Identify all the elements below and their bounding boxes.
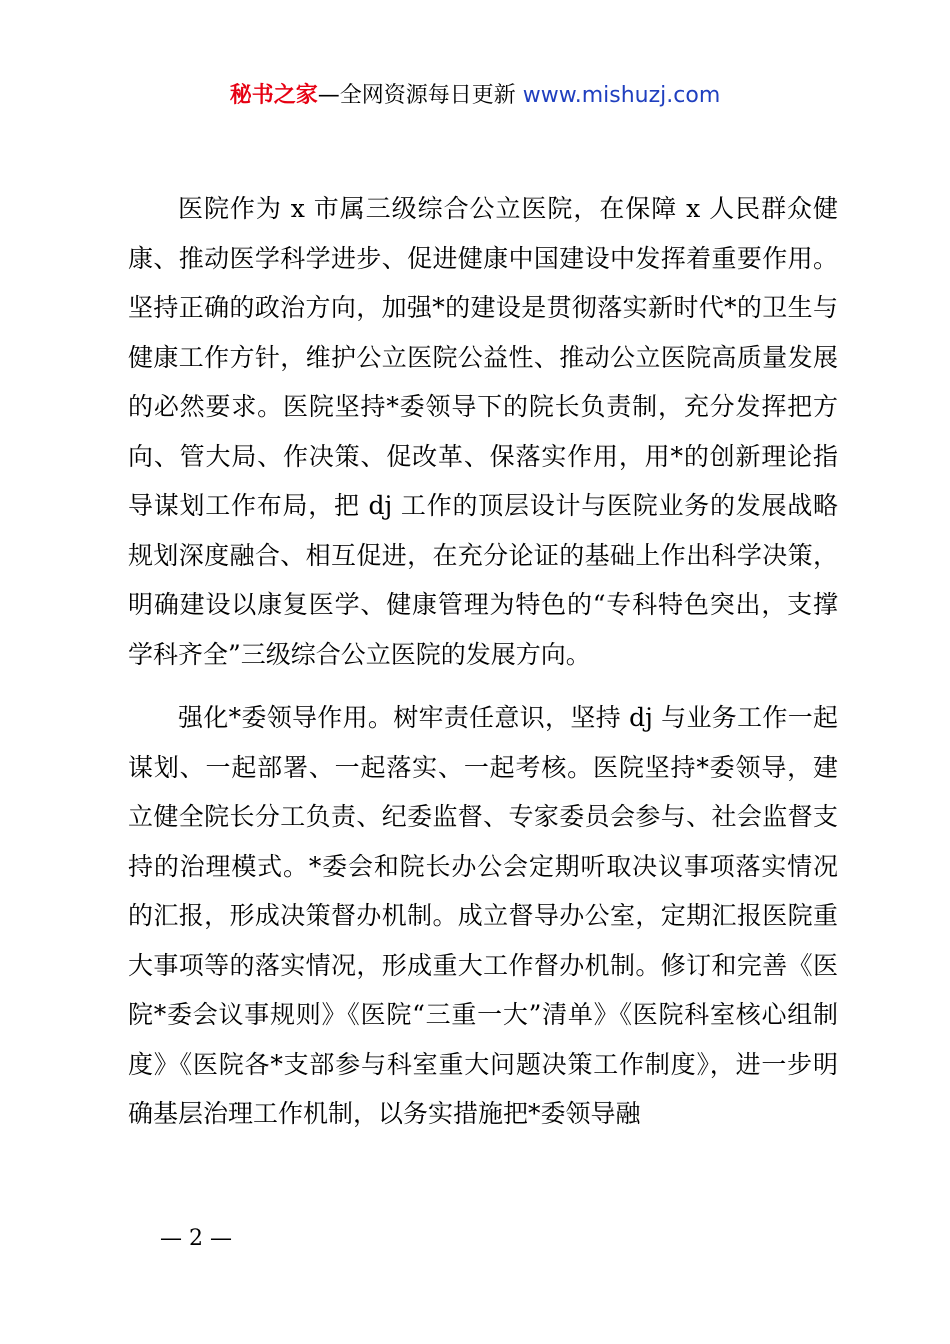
header-url-link[interactable]: www.mishuzj.com [522, 83, 721, 108]
document-body [128, 184, 838, 1139]
paragraph-1: 医院作为 x 市属三级综合公立医院，在保障 x 人民群众健康、推动医学科学进步、促进健康中国建设中发挥着重要作用。坚持正确的政治方向，加强*的建设是贯彻落实新时代*的卫生与健康工作方针，维护公立医院公益性、推动公立医院高质量发展的必然要求。医院坚持*委领导下的院长负责制，充分发挥把方向、管大局、作决策、促改革、保落实作用，用*的创新理论指导谋划工作布局，把 dj 工作的顶层设计与医院业务的发展战略规划深度融合、相互促进，在充分论证的基础上作出科学决策，明确建设以康复医学、健康管理为特色的“专科特色突出，支撑学科齐全”三级综合公立医院的发展方向。 [128, 194, 838, 669]
paragraph-2: 强化*委领导作用。树牢责任意识，坚持 dj 与业务工作一起谋划、一起部署、一起落实、一起考核。医院坚持*委领导，建立健全院长分工负责、纪委监督、专家委员会参与、社会监督支持的治理模式。*委会和院长办公会定期听取决议事项落实情况的汇报，形成决策督办机制。成立督导办公室，定期汇报医院重大事项等的落实情况，形成重大工作督办机制。修订和完善《医院*委会议事规则》《医院“三重一大”清单》《医院科室核心组制度》《医院各*支部参与科室重大问题决策工作制度》，进一步明确基层治理工作机制，以务实措施把*委领导融 [128, 703, 838, 1128]
page-number: — 2 — [160, 1226, 232, 1251]
header-brand: 秘书之家 [229, 83, 318, 108]
header-tagline: —全网资源每日更新 [317, 83, 523, 108]
page-header [0, 80, 950, 112]
